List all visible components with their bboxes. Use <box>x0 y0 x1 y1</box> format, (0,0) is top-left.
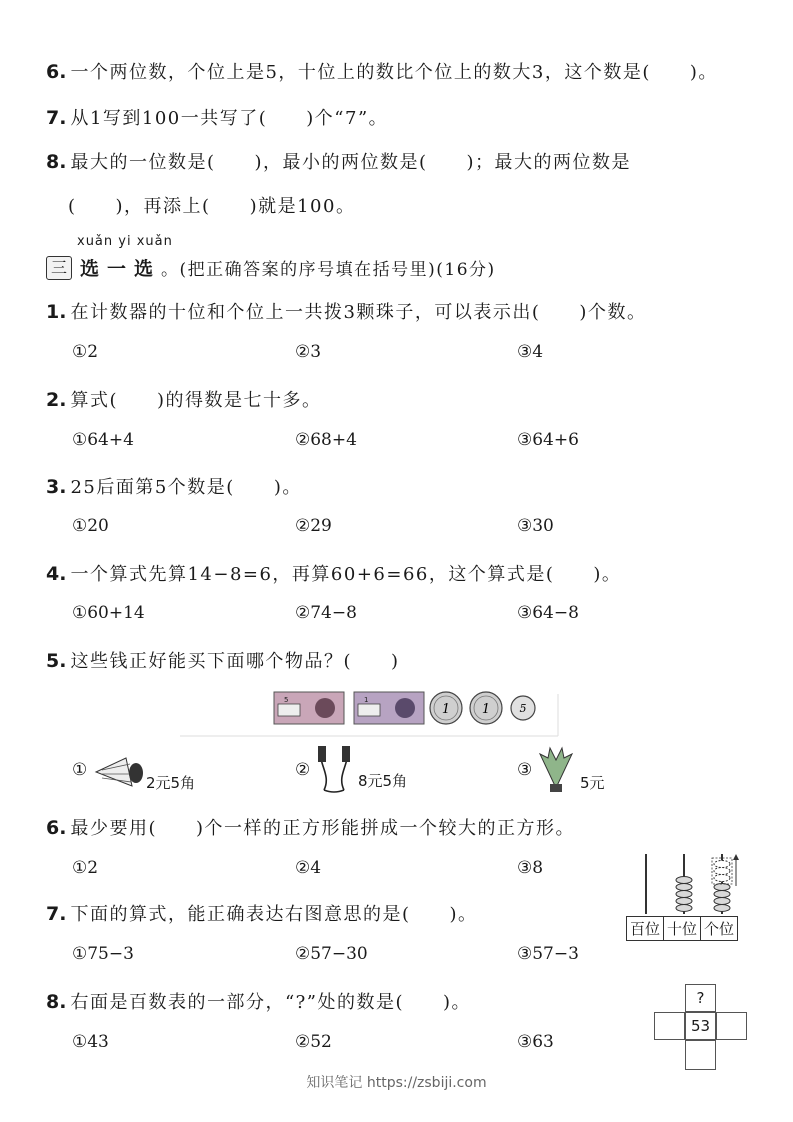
question-text: 最少要用( )个一样的正方形能拼成一个较大的正方形。 <box>70 818 575 839</box>
abacus-labels <box>626 916 738 941</box>
hundred-chart-cell <box>685 1040 716 1070</box>
fill-question-6 <box>46 58 718 84</box>
question-number: 7. <box>46 107 67 129</box>
option-a[interactable]: ①2 <box>72 858 99 878</box>
question-number: 6. <box>46 61 67 83</box>
option-b[interactable]: ②29 <box>295 516 332 536</box>
hundred-chart-cell <box>716 1012 747 1040</box>
option-c[interactable]: ③4 <box>517 342 544 362</box>
question-text: 下面的算式，能正确表达右图意思的是( )。 <box>70 904 478 925</box>
choice-question-1 <box>46 298 646 324</box>
question-text: 最大的一位数是( )，最小的两位数是( )；最大的两位数是 <box>70 152 632 173</box>
question-text: 这些钱正好能买下面哪个物品？( ) <box>70 651 400 672</box>
question-number: 8. <box>46 991 67 1013</box>
choice-question-7 <box>46 900 478 926</box>
question-number: 3. <box>46 476 67 498</box>
choice-question-5 <box>46 647 400 673</box>
question-number: 7. <box>46 903 67 925</box>
fill-question-8 <box>46 148 631 174</box>
question-number: 2. <box>46 389 67 411</box>
coin-icon <box>470 692 502 724</box>
section-header <box>46 254 496 281</box>
banknote-value: 5 <box>284 696 289 704</box>
hundred-chart-question-cell: ? <box>685 984 716 1012</box>
badminton-shuttlecock-icon <box>92 752 144 792</box>
item-price: 2元5角 <box>146 774 196 792</box>
question-text: 25后面第5个数是( )。 <box>70 477 302 498</box>
coin-icon <box>430 692 462 724</box>
section-title: 选一选 <box>80 258 162 280</box>
option-c[interactable]: ③ <box>517 760 533 780</box>
option-a[interactable]: ① <box>72 760 88 780</box>
option-c[interactable]: ③64−8 <box>517 603 579 623</box>
option-c[interactable]: ③8 <box>517 858 544 878</box>
option-a[interactable]: ①64+4 <box>72 430 134 450</box>
option-c[interactable]: ③57−3 <box>517 944 579 964</box>
option-b[interactable]: ②57−30 <box>295 944 368 964</box>
fill-question-7 <box>46 104 388 130</box>
option-a[interactable]: ①2 <box>72 342 99 362</box>
banknote-icon <box>354 692 424 724</box>
question-text: 一个两位数，个位上是5，十位上的数比个位上的数大3，这个数是( )。 <box>70 62 718 83</box>
option-b[interactable]: ②68+4 <box>295 430 357 450</box>
option-b[interactable]: ②52 <box>295 1032 332 1052</box>
question-text: 从1写到100一共写了( )个“7”。 <box>70 108 389 129</box>
choice-question-6 <box>46 814 575 840</box>
abacus-figure <box>626 850 746 916</box>
item-price: 5元 <box>580 774 605 792</box>
option-a[interactable]: ①20 <box>72 516 109 536</box>
question-number: 1. <box>46 301 67 323</box>
question-text: 一个算式先算14−8=6，再算60+6=66，这个算式是( )。 <box>70 564 622 585</box>
footer-watermark: 知识笔记 https://zsbiji.com <box>306 1075 487 1091</box>
question-number: 5. <box>46 650 67 672</box>
option-c[interactable]: ③64+6 <box>517 430 579 450</box>
money-illustration <box>180 684 560 740</box>
section-pinyin: xuǎn yi xuǎn <box>77 234 173 249</box>
option-b[interactable]: ②4 <box>295 858 322 878</box>
shuttlecock-feather-icon <box>534 744 578 794</box>
banknote-icon <box>274 692 344 724</box>
question-number: 6. <box>46 817 67 839</box>
option-c[interactable]: ③30 <box>517 516 554 536</box>
hundred-chart-cell <box>654 1012 685 1040</box>
item-price: 8元5角 <box>358 772 408 790</box>
fill-question-8-line2: ( )，再添上( )就是100。 <box>68 196 356 217</box>
option-a[interactable]: ①43 <box>72 1032 109 1052</box>
coin-icon <box>511 696 535 720</box>
jump-rope-icon <box>314 744 354 794</box>
choice-question-8 <box>46 988 471 1014</box>
option-b[interactable]: ② <box>295 760 311 780</box>
coin-value: 5 <box>519 702 527 715</box>
banknote-value: 1 <box>364 696 369 704</box>
section-number-box: 三 <box>46 256 72 280</box>
option-a[interactable]: ①75−3 <box>72 944 134 964</box>
option-c[interactable]: ③63 <box>517 1032 554 1052</box>
abacus-label-tens: 十位 <box>664 917 701 940</box>
coin-value: 1 <box>481 702 491 717</box>
question-text: 算式( )的得数是七十多。 <box>70 390 322 411</box>
hundred-chart-number-cell: 53 <box>685 1012 716 1040</box>
choice-question-2 <box>46 386 322 412</box>
abacus-label-ones: 个位 <box>704 920 735 938</box>
choice-question-3 <box>46 473 302 499</box>
choice-question-4 <box>46 560 621 586</box>
option-a[interactable]: ①60+14 <box>72 603 145 623</box>
abacus-label-hundreds: 百位 <box>627 917 664 940</box>
coin-value: 1 <box>441 702 451 717</box>
question-text: 右面是百数表的一部分，“?”处的数是( )。 <box>70 992 472 1013</box>
section-description: 。(把正确答案的序号填在括号里)(16分) <box>161 260 496 280</box>
question-text: 在计数器的十位和个位上一共拨3颗珠子，可以表示出( )个数。 <box>70 302 647 323</box>
question-number: 8. <box>46 151 67 173</box>
question-number: 4. <box>46 563 67 585</box>
option-b[interactable]: ②74−8 <box>295 603 357 623</box>
option-b[interactable]: ②3 <box>295 342 322 362</box>
